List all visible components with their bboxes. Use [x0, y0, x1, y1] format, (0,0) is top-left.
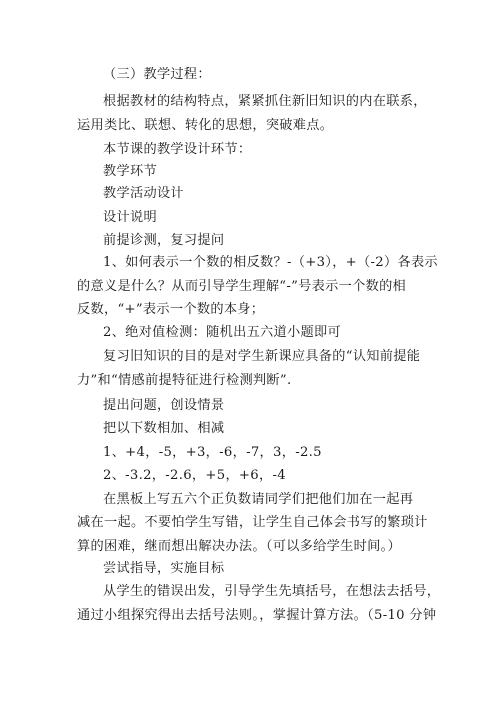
- paragraph-line: 的意义是什么？从而引导学生理解“-”号表示一个数的相: [77, 279, 407, 294]
- item-design-notes: 设计说明: [103, 210, 157, 225]
- subheading-guidance: 尝试指导，实施目标: [103, 561, 225, 576]
- paragraph-line: 反数，“+”表示一个数的本身；: [77, 302, 265, 317]
- item-activity-design: 教学活动设计: [103, 186, 184, 201]
- paragraph-line: 减在一起。不要怕学生写错，让学生自己体会书写的繁琐计: [77, 515, 428, 530]
- paragraph-line: 力”和“情感前提特征进行检测判断”.: [77, 373, 292, 388]
- paragraph-line: 复习旧知识的目的是对学生新课应具备的“认知前提能: [103, 349, 421, 364]
- paragraph-line: 1、如何表示一个数的相反数？-（+3），+（-2）各表示: [103, 255, 438, 270]
- paragraph-line: 根据教材的结构特点，紧紧抓住新旧知识的内在联系，: [103, 94, 427, 109]
- exercise-line: 1、+4，-5，+3，-6，-7，3，-2.5: [103, 445, 322, 460]
- subheading-review: 前提诊测，复习提问: [103, 233, 225, 248]
- paragraph-line: 2、绝对值检测：随机出五六道小题即可: [103, 325, 341, 340]
- section-heading-teaching-process: （三）教学过程：: [103, 67, 211, 82]
- paragraph-line: 从学生的错误出发，引导学生先填括号，在想法去括号，: [103, 584, 441, 599]
- paragraph-line: 通过小组探究得出去括号法则。，掌握计算方法。（5-10 分钟: [77, 608, 437, 623]
- exercise-line: 2、-3.2，-2.6，+5，+6，-4: [103, 468, 286, 483]
- paragraph-line: 本节课的教学设计环节：: [103, 142, 252, 157]
- paragraph-line: 把以下数相加、相减: [103, 421, 225, 436]
- item-teaching-step: 教学环节: [103, 164, 157, 179]
- paragraph-line: 在黑板上写五六个正负数请同学们把他们加在一起再: [103, 492, 414, 507]
- paragraph-line: 运用类比、联想、转化的思想，突破难点。: [77, 118, 334, 133]
- subheading-scenario: 提出问题，创设情景: [103, 398, 225, 413]
- paragraph-line: 算的困难，继而想出解决办法。（可以多给学生时间。）: [77, 539, 401, 554]
